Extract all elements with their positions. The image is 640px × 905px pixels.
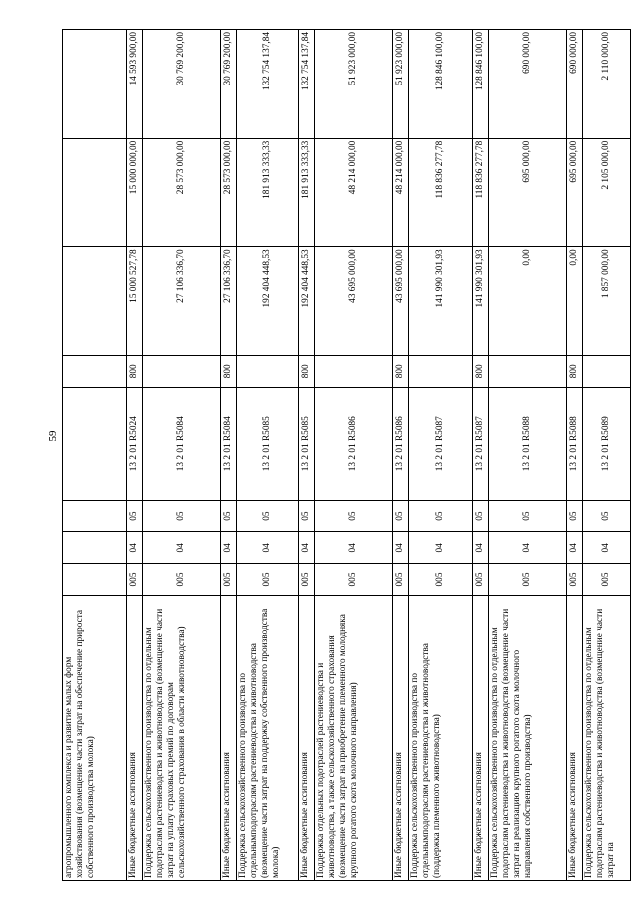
row-code-admin: 005 xyxy=(237,564,299,596)
row-name: Поддержка сельскохозяйственного производства по отдельным подотраслям растениеводства и животноводства (возмещение части затрат на реализацию крупного рогатого скота молочного направления собственного производства) xyxy=(489,595,567,880)
row-name: Поддержка сельскохозяйственного производства по отдельнымподотраслям растениеводства и животноводства (возмещение части затрат на поддержку собственного производства молока) xyxy=(237,595,299,880)
row-value-2: 28 573 000,00 xyxy=(221,138,237,247)
row-code-expense-type: 800 xyxy=(221,355,237,387)
row-value-2: 118 836 277,78 xyxy=(409,138,473,247)
row-value-1: 27 106 336,70 xyxy=(221,247,237,356)
row-value-2: 48 214 000,00 xyxy=(393,138,409,247)
row-code-subsection: 05 xyxy=(127,500,143,532)
row-value-2: 2 105 000,00 xyxy=(583,138,631,247)
row-value-3: 2 110 000,00 xyxy=(583,30,631,139)
row-code-expense-type: 800 xyxy=(299,355,315,387)
row-code-section: 04 xyxy=(473,532,489,564)
table-row xyxy=(583,30,631,881)
table-row xyxy=(299,30,315,881)
row-code-target: 13 2 01 R5087 xyxy=(473,387,489,500)
row-code-target xyxy=(63,387,127,500)
row-value-1: 1 857 000,00 xyxy=(583,247,631,356)
table-row xyxy=(127,30,143,881)
row-name: Иные бюджетные ассигнования xyxy=(127,595,143,880)
row-value-1: 0,00 xyxy=(567,247,583,356)
table-row xyxy=(143,30,221,881)
row-value-3: 30 769 200,00 xyxy=(221,30,237,139)
row-value-1: 0,00 xyxy=(489,247,567,356)
row-code-admin: 005 xyxy=(489,564,567,596)
row-value-1: 27 106 336,70 xyxy=(143,247,221,356)
row-value-3: 51 923 000,00 xyxy=(393,30,409,139)
row-code-admin: 005 xyxy=(393,564,409,596)
table-row xyxy=(489,30,567,881)
row-name: Иные бюджетные ассигнования xyxy=(473,595,489,880)
row-value-3: 690 000,00 xyxy=(489,30,567,139)
row-code-expense-type xyxy=(583,355,631,387)
row-code-expense-type xyxy=(143,355,221,387)
row-code-subsection: 05 xyxy=(299,500,315,532)
table-row xyxy=(221,30,237,881)
row-name: Поддержка сельскохозяйственного производства по отдельным подотраслям растениеводства и животноводства (возмещение части затрат на уплату страховых премий по договорам сельскохозяйственного страхования в области животноводства) xyxy=(143,595,221,880)
row-code-target: 13 2 01 R5024 xyxy=(127,387,143,500)
row-value-3: 132 754 137,84 xyxy=(237,30,299,139)
row-value-2: 28 573 000,00 xyxy=(143,138,221,247)
table-row xyxy=(473,30,489,881)
row-code-section: 04 xyxy=(567,532,583,564)
row-code-target: 13 2 01 R5089 xyxy=(583,387,631,500)
row-value-3: 690 000,00 xyxy=(567,30,583,139)
row-code-admin: 005 xyxy=(299,564,315,596)
row-value-3 xyxy=(63,30,127,139)
row-value-1: 43 695 000,00 xyxy=(315,247,393,356)
row-code-section: 04 xyxy=(143,532,221,564)
row-code-expense-type xyxy=(489,355,567,387)
row-code-expense-type xyxy=(63,355,127,387)
row-code-target: 13 2 01 R5086 xyxy=(393,387,409,500)
row-value-2 xyxy=(63,138,127,247)
row-value-3: 132 754 137,84 xyxy=(299,30,315,139)
table-row xyxy=(567,30,583,881)
row-code-admin: 005 xyxy=(409,564,473,596)
row-value-1: 141 990 301,93 xyxy=(409,247,473,356)
row-code-section: 04 xyxy=(409,532,473,564)
table-row xyxy=(393,30,409,881)
row-value-3: 14 593 900,00 xyxy=(127,30,143,139)
row-name: Поддержка сельскохозяйственного производства по отдельным подотраслям растениеводства и животноводства (возмещение части затрат на xyxy=(583,595,631,880)
row-code-admin: 005 xyxy=(567,564,583,596)
table-row xyxy=(237,30,299,881)
row-value-1: 192 404 448,53 xyxy=(299,247,315,356)
page-number: 59 xyxy=(47,430,59,442)
row-code-subsection: 05 xyxy=(237,500,299,532)
row-code-subsection xyxy=(63,500,127,532)
row-code-expense-type xyxy=(409,355,473,387)
budget-table xyxy=(62,29,631,881)
row-value-2: 695 000,00 xyxy=(567,138,583,247)
row-code-subsection: 05 xyxy=(473,500,489,532)
row-code-subsection: 05 xyxy=(409,500,473,532)
table-row xyxy=(315,30,393,881)
row-value-2: 15 000 000,00 xyxy=(127,138,143,247)
rotated-page-content xyxy=(62,29,616,881)
row-code-subsection: 05 xyxy=(143,500,221,532)
row-code-target: 13 2 01 R5085 xyxy=(299,387,315,500)
row-value-1: 43 695 000,00 xyxy=(393,247,409,356)
row-code-target: 13 2 01 R5084 xyxy=(143,387,221,500)
row-name: Поддержка сельскохозяйственного производства по отдельнымподотраслям растениеводства и животноводства (поддержка племенного животноводства) xyxy=(409,595,473,880)
table-body xyxy=(63,30,631,881)
row-name: Иные бюджетные ассигнования xyxy=(567,595,583,880)
row-code-target: 13 2 01 R5088 xyxy=(567,387,583,500)
row-code-target: 13 2 01 R5085 xyxy=(237,387,299,500)
row-code-subsection: 05 xyxy=(489,500,567,532)
table-row xyxy=(409,30,473,881)
row-code-target: 13 2 01 R5086 xyxy=(315,387,393,500)
row-value-3: 30 769 200,00 xyxy=(143,30,221,139)
row-code-admin: 005 xyxy=(143,564,221,596)
row-code-section: 04 xyxy=(489,532,567,564)
row-code-subsection: 05 xyxy=(315,500,393,532)
row-code-section: 04 xyxy=(393,532,409,564)
row-code-admin: 005 xyxy=(315,564,393,596)
row-code-subsection: 05 xyxy=(567,500,583,532)
row-code-expense-type: 800 xyxy=(393,355,409,387)
row-code-subsection: 05 xyxy=(221,500,237,532)
row-value-1 xyxy=(63,247,127,356)
row-code-subsection: 05 xyxy=(583,500,631,532)
row-value-3: 51 923 000,00 xyxy=(315,30,393,139)
row-code-section: 04 xyxy=(221,532,237,564)
row-code-section xyxy=(63,532,127,564)
row-name: агропромышленного комплекса и развитие малых форм хозяйствования (возмещение части затрат на обеспечение прироста собственного производства молока) xyxy=(63,595,127,880)
row-code-expense-type: 800 xyxy=(473,355,489,387)
row-code-section: 04 xyxy=(237,532,299,564)
row-code-section: 04 xyxy=(299,532,315,564)
row-code-admin: 005 xyxy=(473,564,489,596)
row-code-admin xyxy=(63,564,127,596)
row-value-1: 15 000 527,78 xyxy=(127,247,143,356)
row-code-expense-type xyxy=(315,355,393,387)
row-value-3: 128 846 100,00 xyxy=(409,30,473,139)
row-code-target: 13 2 01 R5088 xyxy=(489,387,567,500)
row-name: Иные бюджетные ассигнования xyxy=(221,595,237,880)
row-code-section: 04 xyxy=(315,532,393,564)
row-code-target: 13 2 01 R5087 xyxy=(409,387,473,500)
row-value-3: 128 846 100,00 xyxy=(473,30,489,139)
row-code-expense-type: 800 xyxy=(567,355,583,387)
table-row xyxy=(63,30,127,881)
row-value-2: 48 214 000,00 xyxy=(315,138,393,247)
row-name: Поддержка отдельных подотраслей растениеводства и животноводства, а также сельскохозяйственного страхования (возмещение части затрат на приобретение племенного молодняка крупного рогатого скота молочного направления) xyxy=(315,595,393,880)
row-value-2: 118 836 277,78 xyxy=(473,138,489,247)
row-code-expense-type: 800 xyxy=(127,355,143,387)
row-name: Иные бюджетные ассигнования xyxy=(299,595,315,880)
row-code-admin: 005 xyxy=(127,564,143,596)
row-code-subsection: 05 xyxy=(393,500,409,532)
row-value-2: 695 000,00 xyxy=(489,138,567,247)
row-name: Иные бюджетные ассигнования xyxy=(393,595,409,880)
row-value-1: 192 404 448,53 xyxy=(237,247,299,356)
row-code-expense-type xyxy=(237,355,299,387)
row-value-2: 181 913 333,33 xyxy=(299,138,315,247)
row-code-admin: 005 xyxy=(583,564,631,596)
row-value-2: 181 913 333,33 xyxy=(237,138,299,247)
row-code-section: 04 xyxy=(583,532,631,564)
row-code-admin: 005 xyxy=(221,564,237,596)
row-code-target: 13 2 01 R5084 xyxy=(221,387,237,500)
row-value-1: 141 990 301,93 xyxy=(473,247,489,356)
row-code-section: 04 xyxy=(127,532,143,564)
